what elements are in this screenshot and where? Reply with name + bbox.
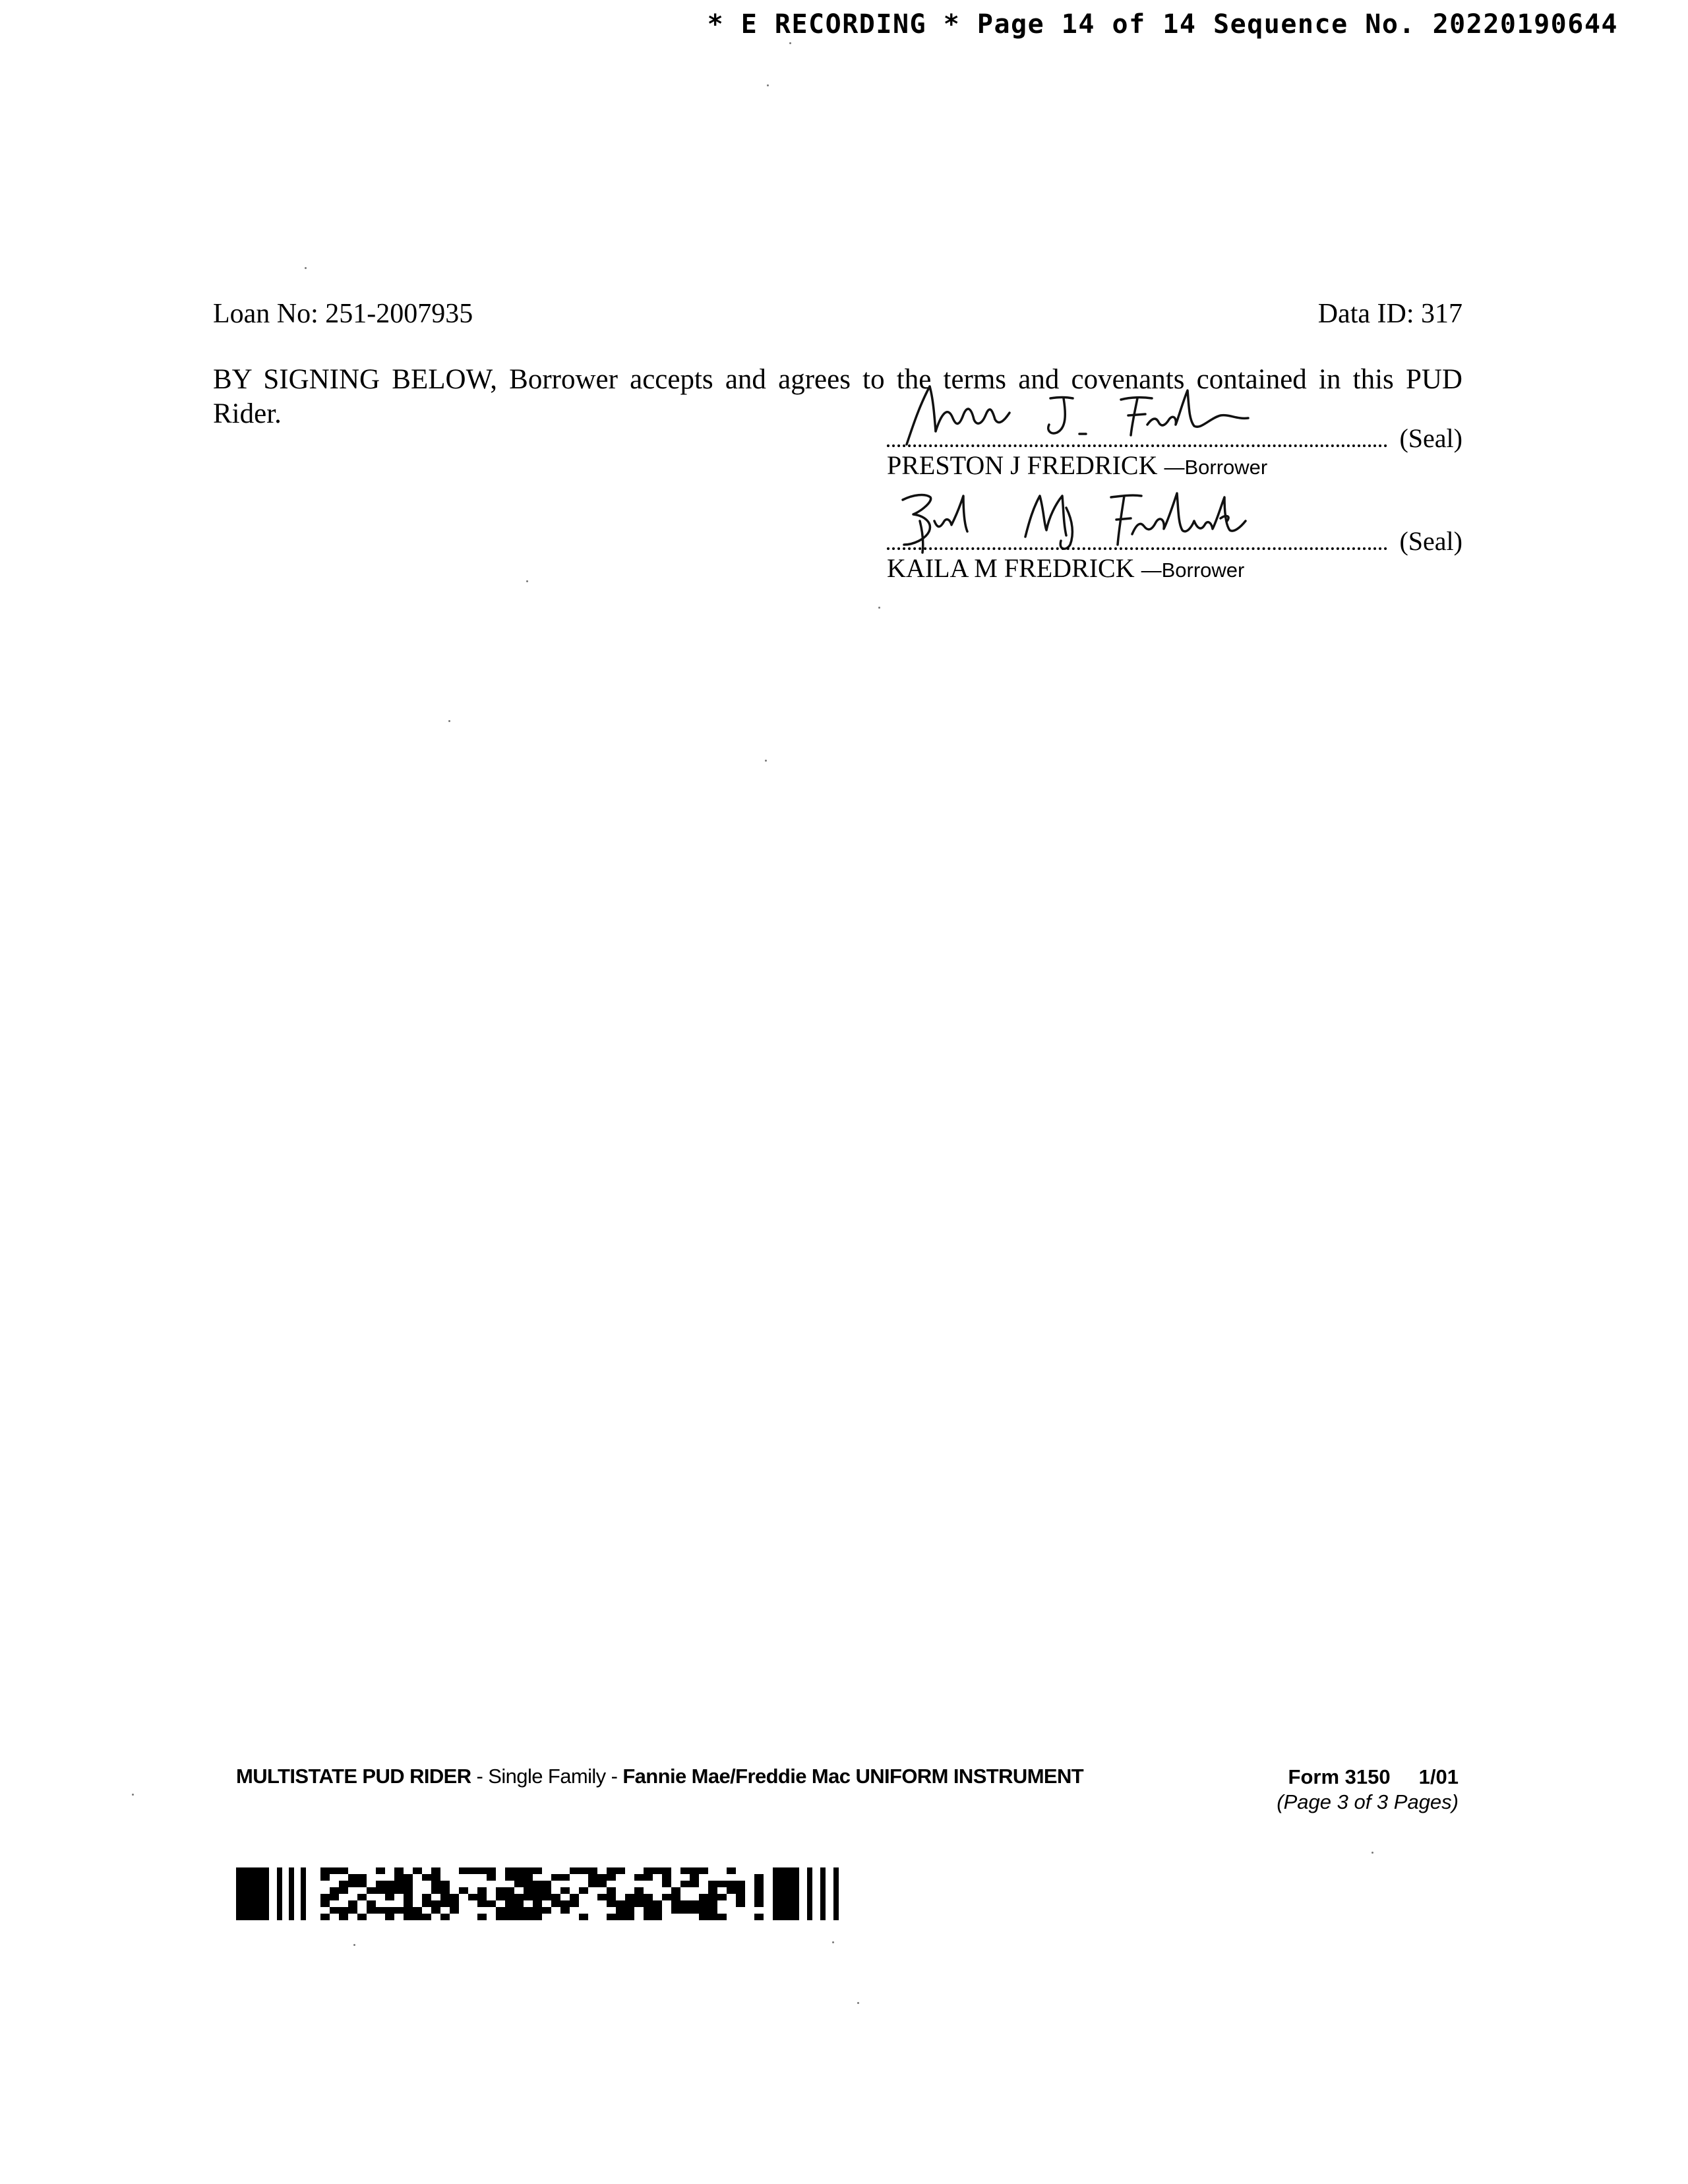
barcode-module [671,1894,680,1900]
barcode-module [754,1874,764,1881]
barcode-module [524,1914,533,1920]
barcode-module [524,1874,533,1881]
scan-speck [878,607,880,609]
barcode-module [320,1874,330,1881]
page-count: (Page 3 of 3 Pages) [1277,1790,1459,1813]
barcode-module [736,1900,745,1907]
document-barcode [236,1860,902,1926]
barcode-module [376,1881,385,1887]
barcode-module [514,1907,524,1914]
barcode-module [440,1900,450,1907]
form-number: Form 3150 1/01 [1288,1765,1459,1788]
barcode-module [708,1900,717,1907]
barcode-module [505,1894,514,1900]
barcode-module [524,1867,533,1874]
barcode-module [570,1900,579,1907]
barcode-module [459,1887,468,1894]
recording-header: * E RECORDING * Page 14 of 14 Sequence No. 20220190644 [707,9,1618,40]
barcode-module [404,1881,413,1887]
barcode-module [514,1894,524,1900]
barcode-module [644,1907,653,1914]
barcode-module [431,1887,440,1894]
barcode-module [662,1881,671,1887]
barcode-module [717,1881,727,1887]
scan-speck [305,267,307,269]
barcode-module [533,1914,542,1920]
barcode-module [422,1874,431,1881]
barcode-module [385,1894,394,1900]
barcode-module [699,1900,708,1907]
signer-name: KAILA M FREDRICK [887,553,1135,583]
signature-dotted-line [887,444,1387,447]
barcode-module [773,1867,799,1920]
barcode-module [320,1900,330,1907]
barcode-module [644,1894,653,1900]
signature-line [887,505,1462,554]
barcode-module [357,1914,367,1920]
barcode-module [468,1867,477,1874]
barcode-module [487,1900,496,1907]
barcode-module [450,1894,459,1900]
data-id: Data ID: 317 [1317,299,1462,329]
barcode-module [551,1900,560,1907]
seal-label: (Seal) [1399,423,1462,453]
scan-speck [132,1794,134,1796]
signature-dotted-line [887,547,1387,550]
barcode-module [394,1874,404,1881]
barcode-module [487,1867,496,1874]
barcode-module [514,1881,524,1887]
barcode-module [754,1900,764,1907]
barcode-module [404,1887,413,1894]
barcode-module [413,1914,422,1920]
barcode-module [330,1894,339,1900]
barcode-module [394,1867,404,1874]
barcode-module [680,1907,690,1914]
barcode-module [505,1867,514,1874]
barcode-module [607,1887,616,1894]
barcode-module [560,1907,570,1914]
barcode-module [680,1900,690,1907]
barcode-module [477,1894,487,1900]
barcode-module [754,1887,764,1894]
barcode-module [514,1874,524,1881]
family-type: Single Family [488,1765,606,1788]
barcode-module [320,1867,330,1874]
barcode-module [579,1887,588,1894]
barcode-module [699,1914,708,1920]
barcode-module [431,1900,440,1907]
barcode-module [533,1887,542,1894]
barcode-module [736,1881,745,1887]
barcode-module [625,1914,634,1920]
barcode-module [524,1887,533,1894]
barcode-module [330,1887,339,1894]
barcode-module [376,1907,385,1914]
barcode-module [820,1867,826,1920]
barcode-module [542,1907,551,1914]
barcode-module [367,1887,376,1894]
barcode-module [450,1907,459,1914]
barcode-module [560,1887,570,1894]
barcode-module [833,1867,839,1920]
barcode-module [524,1881,533,1887]
barcode-module [431,1874,440,1881]
barcode-module [440,1894,450,1900]
scan-speck [526,580,528,582]
barcode-module [671,1900,680,1907]
barcode-module [477,1887,487,1894]
barcode-module [459,1867,468,1874]
scan-speck [789,42,791,44]
instrument-name: Fannie Mae/Freddie Mac UNIFORM INSTRUMENT [622,1765,1084,1788]
barcode-module [616,1907,625,1914]
barcode-module [625,1900,634,1907]
barcode-module [468,1894,477,1900]
barcode-module [570,1867,579,1874]
barcode-module [690,1874,699,1881]
handwritten-signature-preston [893,379,1263,451]
seal-label: (Seal) [1399,526,1462,556]
barcode-module [690,1900,699,1907]
barcode-module [625,1907,634,1914]
barcode-module [440,1887,450,1894]
barcode-module [570,1894,579,1900]
barcode-module [505,1887,514,1894]
barcode-module [653,1907,662,1914]
barcode-module [330,1867,339,1874]
barcode-module [348,1900,357,1907]
barcode-module [394,1887,404,1894]
barcode-module [662,1894,671,1900]
barcode-module [339,1914,348,1920]
barcode-module [644,1874,653,1881]
barcode-module [431,1907,440,1914]
barcode-module [644,1914,653,1920]
barcode-module [634,1887,644,1894]
barcode-module [699,1867,708,1874]
barcode-module [277,1867,282,1920]
barcode-module [597,1894,607,1900]
barcode-module [236,1867,269,1920]
barcode-module [496,1907,505,1914]
barcode-module [376,1887,385,1894]
barcode-module [533,1894,542,1900]
barcode-module [616,1900,625,1907]
barcode-module [385,1914,394,1920]
barcode-module [496,1894,505,1900]
barcode-module [754,1881,764,1887]
signature-block-borrower-2 [887,505,1462,585]
barcode-module [348,1874,357,1881]
barcode-module [413,1867,422,1874]
barcode-module [634,1874,644,1881]
barcode-module [533,1881,542,1887]
barcode-module [496,1887,505,1894]
barcode-module [339,1881,348,1887]
barcode-module [644,1867,653,1874]
barcode-module [431,1867,440,1874]
barcode-module [477,1914,487,1920]
barcode-module [708,1881,717,1887]
separator: - [605,1765,623,1788]
barcode-module [736,1887,745,1894]
barcode-module [653,1867,662,1874]
barcode-module [708,1907,717,1914]
barcode-module [533,1907,542,1914]
signing-statement: BY SIGNING BELOW, Borrower accepts and agrees to the terms and covenants contained in this PUD Rider. [213,364,1462,429]
barcode-module [301,1867,306,1920]
barcode-module [727,1887,736,1894]
barcode-module [339,1907,348,1914]
signer-role: —Borrower [1141,559,1245,582]
barcode-module [588,1867,597,1874]
barcode-module [367,1900,376,1907]
form-reference [1277,1765,1459,1815]
barcode-module [754,1894,764,1900]
barcode-module [690,1867,699,1874]
barcode-module [690,1881,699,1887]
barcode-module [644,1900,653,1907]
signer-name-line [887,554,1462,585]
barcode-module [671,1907,680,1914]
barcode-module [690,1907,699,1914]
barcode-module [514,1914,524,1920]
barcode-module [717,1894,727,1900]
barcode-module [607,1914,616,1920]
barcode-module [367,1907,376,1914]
barcode-module [404,1900,413,1907]
barcode-module [477,1900,487,1907]
signer-name: PRESTON J FREDRICK [887,450,1158,480]
barcode-module [551,1874,560,1881]
barcode-module [560,1874,570,1881]
barcode-module [394,1881,404,1887]
scan-speck [448,720,450,722]
barcode-module [634,1900,644,1907]
scan-speck [767,84,769,86]
barcode-module [680,1881,690,1887]
barcode-module [727,1867,736,1874]
barcode-module [597,1874,607,1881]
barcode-module [579,1914,588,1920]
barcode-module [588,1874,597,1881]
barcode-module [717,1914,727,1920]
barcode-module [607,1900,616,1907]
barcode-module [588,1881,597,1887]
barcode-module [708,1887,717,1894]
barcode-module [542,1887,551,1894]
barcode-module [320,1914,330,1920]
barcode-module [487,1874,496,1881]
barcode-module [653,1900,662,1907]
barcode-module [505,1874,514,1881]
form-title-line [236,1765,1083,1788]
separator: - [471,1765,489,1788]
barcode-module [376,1867,385,1874]
barcode-module [320,1894,330,1900]
barcode-module [496,1914,505,1920]
barcode-module [404,1907,413,1914]
barcode-module [330,1907,339,1914]
barcode-module [597,1881,607,1887]
barcode-module [357,1874,367,1881]
barcode-module [699,1894,708,1900]
barcode-module [404,1914,413,1920]
scan-speck [832,1941,834,1943]
barcode-module [348,1907,357,1914]
barcode-module [579,1867,588,1874]
barcode-module [385,1881,394,1887]
barcode-module [551,1894,560,1900]
barcode-module [477,1867,487,1874]
barcode-module [616,1867,625,1874]
barcode-module [404,1894,413,1900]
barcode-module [754,1914,764,1920]
barcode-module [699,1907,708,1914]
scan-speck [353,1944,355,1946]
scan-speck [1372,1852,1373,1854]
scan-speck [765,760,767,762]
barcode-module [662,1874,671,1881]
barcode-module [653,1914,662,1920]
barcode-module [662,1867,671,1874]
barcode-module [607,1874,616,1881]
barcode-module [505,1914,514,1920]
barcode-module [339,1867,348,1874]
barcode-module [394,1907,404,1914]
barcode-module [708,1914,717,1920]
barcode-module [727,1881,736,1887]
barcode-module [533,1867,542,1874]
barcode-module [514,1867,524,1874]
barcode-module [524,1894,533,1900]
barcode-module [625,1894,634,1900]
barcode-module [339,1887,348,1894]
barcode-module [431,1881,440,1887]
barcode-module [616,1914,625,1920]
loan-number: Loan No: 251-2007935 [213,299,473,329]
barcode-module [413,1907,422,1914]
rider-title: MULTISTATE PUD RIDER [236,1765,471,1788]
barcode-module [357,1881,367,1887]
signature-line [887,402,1462,451]
barcode-module [404,1874,413,1881]
barcode-module [607,1867,616,1874]
scan-speck [857,2002,859,2004]
barcode-module [708,1894,717,1900]
handwritten-signature-kaila [893,481,1263,554]
barcode-module [542,1881,551,1887]
signature-block-borrower-1 [887,402,1462,482]
barcode-module [634,1894,644,1900]
barcode-module [505,1907,514,1914]
barcode-module [807,1867,812,1920]
barcode-module [524,1907,533,1914]
barcode-module [542,1894,551,1900]
barcode-module [450,1900,459,1907]
barcode-module [736,1894,745,1900]
signer-role: —Borrower [1164,456,1268,479]
signer-name-line [887,451,1462,482]
barcode-module [289,1867,294,1920]
barcode-module [560,1900,570,1907]
barcode-module [422,1900,431,1907]
barcode-module [385,1887,394,1894]
barcode-module [514,1900,524,1907]
barcode-module [680,1867,690,1874]
barcode-module [533,1900,542,1907]
barcode-module [348,1881,357,1887]
barcode-module [607,1894,616,1900]
barcode-module [671,1887,680,1894]
barcode-module [440,1914,450,1920]
barcode-module [422,1894,431,1900]
barcode-module [505,1900,514,1907]
barcode-module [440,1881,450,1887]
barcode-module [385,1907,394,1914]
loan-info-row [213,298,1462,330]
barcode-module [422,1914,431,1920]
barcode-module [357,1894,367,1900]
